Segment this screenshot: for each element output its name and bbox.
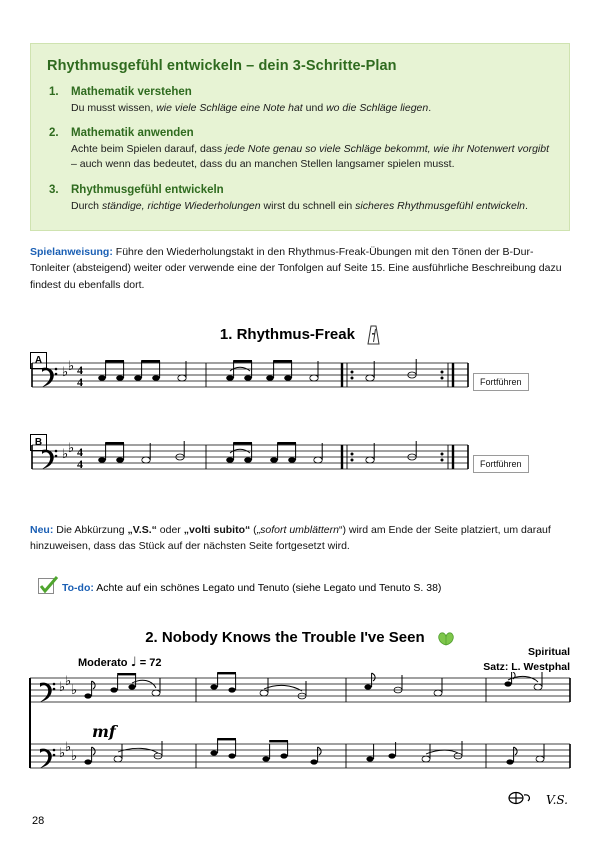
continue-label-b: Fortführen [473, 455, 529, 473]
rehearsal-mark-a: A [30, 352, 47, 369]
step-number: 1. [49, 86, 59, 98]
svg-text:♭: ♭ [62, 447, 69, 462]
step-body-italic-1: wie viele Schläge eine Note hat [156, 102, 303, 114]
step-body-mid: und [302, 102, 327, 114]
spielanweisung-paragraph [30, 244, 570, 293]
credit-line-1: Spiritual [527, 646, 570, 658]
music-system-b [30, 437, 470, 488]
step-body-italic-1: jede Note genau so viele Schläge bekommt, wie ihr Notenwert vorgibt [225, 143, 550, 156]
info-box [30, 43, 570, 231]
svg-text:4: 4 [77, 457, 83, 471]
step-body [71, 101, 553, 116]
step-heading: Mathematik anwenden [71, 127, 194, 140]
step-body-post: . [525, 199, 528, 212]
svg-text:♭: ♭ [65, 674, 72, 689]
list-item [47, 184, 553, 214]
page-number: 28 [32, 815, 45, 827]
quarter-note-icon: ♩ [130, 655, 137, 670]
todo-text: Achte auf ein schönes Legato und Tenuto (siehe Legato und Tenuto S. 38) [93, 582, 442, 594]
neu-text-2: oder [156, 524, 184, 536]
svg-text:♭: ♭ [65, 740, 72, 755]
spielanweisung-label: Spielanweisung: [30, 246, 113, 258]
step-body-mid: wirst du schnell ein [260, 199, 356, 212]
step-body-pre: Achte beim Spielen darauf, dass [71, 143, 226, 156]
svg-text:♭: ♭ [62, 365, 69, 380]
credit-line-2: Satz: L. Westphal [483, 661, 570, 674]
step-heading: Rhythmusgefühl entwickeln [71, 183, 224, 196]
step-body [71, 199, 553, 214]
step-body-pre: Durch [71, 199, 102, 212]
steps-list [47, 86, 553, 214]
rehearsal-mark-b: B [30, 434, 47, 451]
step-body-pre: Du musst wissen, [71, 102, 157, 114]
neu-text-1: Die Abkürzung [53, 524, 128, 536]
info-box-title: Rhythmusgefühl entwickeln – dein 3-Schritte-Plan [47, 58, 397, 74]
leaf-icon [437, 632, 455, 650]
continue-label-a: Fortführen [473, 373, 529, 391]
checkbox-icon[interactable] [38, 578, 54, 594]
neu-bold-2: „volti subito“ [183, 524, 251, 536]
todo-line [38, 578, 568, 597]
neu-text-4: “) wird am Ende der Seite platziert, um darauf hinzuweisen, dass das Stück auf der nächsten Seite fortgesetzt wird. [30, 524, 551, 553]
neu-bold-1: „V.S.“ [127, 524, 157, 536]
step-body-italic-1: ständige, richtige Wiederholungen [101, 199, 261, 212]
svg-text:♭: ♭ [71, 749, 78, 764]
step-number: 2. [49, 127, 59, 140]
tempo-marking [78, 655, 161, 670]
coda-icon [508, 790, 532, 811]
svg-text:4: 4 [77, 445, 83, 459]
music-system-a [30, 355, 470, 406]
step-heading: Mathematik verstehen [71, 86, 192, 98]
neu-paragraph [30, 522, 570, 555]
tempo-word: Moderato [78, 657, 128, 669]
todo-label: To-do: [62, 582, 94, 594]
volti-subito-label: V.S. [546, 793, 568, 807]
svg-text:♭: ♭ [59, 680, 66, 695]
neu-label: Neu: [30, 524, 54, 536]
list-item [47, 127, 553, 172]
spielanweisung-text: Führe den Wiederholungstakt in den Rhythmus-Freak-Übungen mit den Tönen der B-Dur-Tonleiter (absteigend) weiter oder verwende eine der Tonfolgen auf Seite 15. Eine ausführliche Beschreibung dazu findest du ebenfalls dort. [30, 246, 562, 291]
time-signature-top: 4 [77, 363, 83, 377]
step-body-italic-2: sicheres Rhythmusgefühl entwickeln [355, 199, 526, 212]
neu-text-3: („ [250, 524, 261, 536]
step-body [71, 142, 553, 172]
composer-credit [483, 645, 570, 675]
step-number: 3. [49, 183, 59, 196]
step-body-italic-2: wo die Schläge liegen [326, 102, 429, 114]
step-body-mid: – auch wenn das bedeutet, dass du an manchen Stellen langsamer spielen musst. [71, 158, 455, 171]
neu-italic-1: sofort umblättern [260, 524, 339, 536]
metronome-icon [367, 325, 380, 349]
svg-text:♭: ♭ [68, 441, 75, 456]
dynamic-marking: mf [92, 722, 116, 741]
piece2-title-text: 2. Nobody Knows the Trouble I've Seen [145, 629, 425, 646]
step-body-post: . [428, 102, 432, 114]
list-item [47, 86, 553, 116]
tempo-value: = 72 [139, 657, 162, 669]
piece1-title-text: 1. Rhythmus-Freak [219, 326, 355, 343]
svg-text:♭: ♭ [59, 746, 66, 761]
svg-text:♭: ♭ [68, 359, 75, 374]
svg-text:♭: ♭ [71, 683, 78, 698]
page-title [30, 325, 570, 349]
time-signature-bottom: 4 [77, 375, 83, 389]
